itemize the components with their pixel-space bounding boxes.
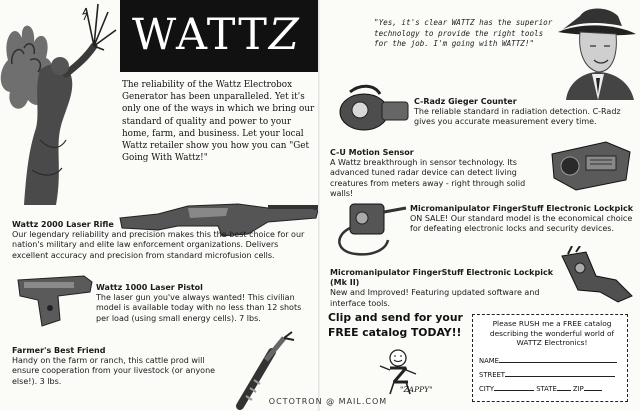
laser-pistol-icon — [14, 270, 94, 330]
product-description: A Wattz breakthrough in sensor technology. Its advanced tuned radar device can detect living creatures from meters away - right through solid walls! — [330, 158, 526, 198]
street-line — [505, 371, 615, 377]
coupon-name-field[interactable] — [479, 357, 617, 365]
city-line — [494, 385, 534, 391]
right-page — [320, 0, 640, 411]
intro-text: The reliability of the Wattz Electrobox Generator has been unparalleled. Yet it's only one of the ways in which we bring our standard of quality and power to your home, farm, and business. Let your local Wattz retailer show you how you can "Get Going With Wattz!" — [122, 80, 315, 164]
product-description: The reliable standard in radiation detection. C-Radz gives you accurate measurement every time. — [414, 107, 621, 127]
product-motion-sensor — [330, 148, 546, 199]
product-title: Wattz 1000 Laser Pistol — [96, 283, 203, 292]
product-title: Farmer's Best Friend — [12, 346, 106, 355]
angel-statue-icon — [0, 0, 122, 205]
product-title: C-Radz Gieger Counter — [414, 97, 517, 106]
lockpick-icon — [326, 196, 410, 260]
product-lockpick — [410, 204, 636, 235]
product-title: Micromanipulator FingerStuff Electronic Lockpick (Mk II) — [330, 268, 554, 288]
coupon-city-state-zip[interactable] — [479, 385, 602, 393]
state-line — [557, 385, 571, 391]
coupon-street-field[interactable] — [479, 371, 615, 379]
testimonial-quote: "Yes, it's clear WATTZ has the superior technology to provide the right tools for the job. I'm going with WATTZ!" — [374, 18, 553, 48]
clip-and-send-text: Clip and send for your FREE catalog TODAY!! — [328, 311, 463, 339]
product-description: Handy on the farm or ranch, this cattle prod will ensure cooperation from your livestock (or anyone else!). 3 lbs. — [12, 356, 216, 386]
product-lockpick-mk2 — [330, 268, 560, 309]
zappy-label: "ZAPPY" — [400, 385, 433, 394]
product-description: The laser gun you've always wanted! This civilian model is available today with no less than 12 shots per load (using small energy cells). 7 lbs. — [96, 293, 302, 323]
product-laser-pistol — [96, 283, 314, 324]
product-title: Wattz 2000 Laser Rifle — [12, 220, 114, 229]
street-label: STREET — [479, 371, 505, 379]
wattz-logo-box — [120, 0, 320, 72]
state-label: STATE — [536, 385, 557, 393]
fedora-man-icon — [552, 2, 640, 100]
geiger-counter-icon — [330, 80, 412, 138]
zip-label: ZIP — [572, 385, 584, 393]
wattz-logo — [132, 10, 301, 60]
lockpick-mk2-icon — [556, 246, 638, 306]
logo-z: Z — [268, 10, 301, 60]
product-title: C-U Motion Sensor — [330, 148, 414, 157]
product-title: Micromanipulator FingerStuff Electronic Lockpick — [410, 204, 634, 213]
product-description: New and Improved! Featuring updated software and interface tools. — [330, 288, 540, 308]
zip-line — [584, 385, 602, 391]
city-label: CITY — [479, 385, 495, 393]
name-line — [499, 357, 617, 363]
product-geiger-counter — [414, 97, 636, 128]
product-description: Our legendary reliability and precision makes this the best choice for our nation's military and elite law enforcement organizations. Delivers excellent accuracy and precision from standard microfusion cells. — [12, 230, 305, 260]
logo-text: WATT — [132, 10, 269, 60]
product-cattle-prod — [12, 346, 232, 387]
name-label: NAME — [479, 357, 499, 365]
product-description: ON SALE! Our standard model is the economical choice for defeating electronic locks and security devices. — [410, 214, 633, 234]
motion-sensor-icon — [546, 134, 636, 198]
catalog-coupon[interactable] — [472, 314, 628, 402]
product-laser-rifle — [12, 220, 312, 261]
coupon-message: Please RUSH me a FREE catalog describing the wonderful world of WATTZ Electronics! — [489, 319, 615, 348]
footer-credit: OCTOTRON @ MAIL.COM — [268, 397, 388, 406]
